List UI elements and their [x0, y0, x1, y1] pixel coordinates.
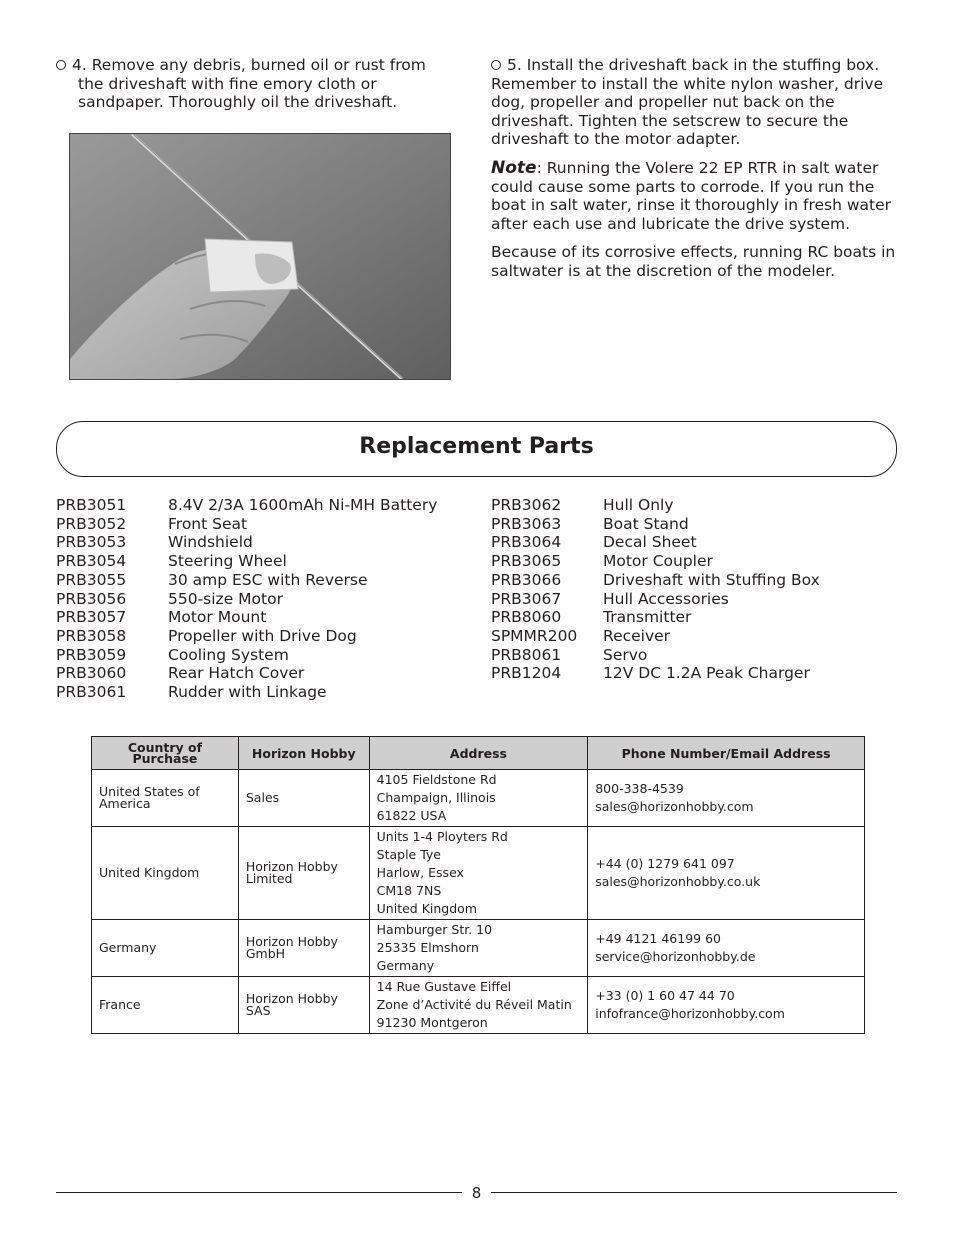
list-item — [491, 552, 820, 571]
phone-number: +44 (0) 1279 641 097 — [595, 856, 735, 871]
contact-cell — [588, 827, 865, 920]
part-code: PRB3051 — [56, 496, 127, 514]
part-code: PRB1204 — [491, 664, 562, 683]
address-cell — [369, 920, 588, 977]
part-code: PRB3062 — [491, 496, 562, 514]
part-code: PRB3055 — [56, 570, 127, 589]
part-description: 8.4V 2/3A 1600mAh Ni-MH Battery — [168, 496, 438, 514]
checkbox-circle-icon — [56, 60, 66, 70]
table-row — [92, 920, 865, 977]
country-cell: Germany — [92, 920, 239, 977]
part-code: PRB3057 — [56, 608, 127, 627]
part-code: SPMMR200 — [491, 626, 578, 645]
part-code: PRB3061 — [56, 683, 127, 702]
list-item — [56, 664, 437, 683]
part-code: PRB3065 — [491, 552, 562, 571]
part-description: Transmitter — [603, 608, 692, 627]
page-number: 8 — [471, 1184, 482, 1202]
part-description: Steering Wheel — [168, 552, 287, 571]
column-header: Country of Purchase — [92, 737, 239, 770]
part-code: PRB3063 — [491, 514, 562, 533]
list-item — [491, 627, 820, 646]
contact-table — [91, 736, 865, 1034]
address-line: 14 Rue Gustave Eiffel — [376, 979, 512, 994]
list-item — [56, 683, 437, 702]
part-description: Rudder with Linkage — [168, 683, 327, 702]
driveshaft-photo — [69, 133, 451, 380]
parts-list-left — [56, 496, 437, 702]
note-text: : Running the Volere 22 EP RTR in salt water could cause some parts to corrode. If you run the boat in salt water, rinse it thoroughly in fresh water after each use and lubricate the drive system. — [491, 159, 891, 233]
part-description: Windshield — [168, 533, 253, 552]
part-description: 12V DC 1.2A Peak Charger — [603, 664, 810, 683]
contact-cell — [588, 977, 865, 1034]
list-item — [491, 664, 820, 683]
step-5 — [491, 56, 901, 149]
list-item — [56, 646, 437, 665]
parts-list-right — [491, 496, 820, 683]
country-cell: France — [92, 977, 239, 1034]
step-4 — [56, 56, 456, 112]
part-code: PRB3053 — [56, 533, 127, 552]
list-item — [56, 552, 437, 571]
address-line: Units 1-4 Ployters Rd — [376, 829, 508, 844]
part-description: Driveshaft with Stuffing Box — [603, 570, 820, 589]
address-cell — [369, 827, 588, 920]
part-description: Boat Stand — [603, 514, 689, 533]
list-item — [56, 571, 437, 590]
address-line: United Kingdom — [376, 901, 477, 916]
email-address: service@horizonhobby.de — [595, 949, 756, 964]
address-line: 4105 Fieldstone Rd — [376, 772, 497, 787]
part-code: PRB3058 — [56, 626, 127, 645]
address-line: Staple Tye — [376, 847, 441, 862]
part-code: PRB3060 — [56, 664, 127, 683]
section-title: Replacement Parts — [359, 434, 594, 459]
list-item — [56, 608, 437, 627]
entity-cell: Horizon Hobby GmbH — [238, 920, 369, 977]
part-code: PRB8060 — [491, 608, 562, 627]
column-header: Phone Number/Email Address — [588, 737, 865, 770]
part-code: PRB3052 — [56, 514, 127, 533]
table-header-row — [92, 737, 865, 770]
email-address: sales@horizonhobby.co.uk — [595, 874, 761, 889]
replacement-parts-banner — [56, 421, 897, 477]
list-item — [56, 533, 437, 552]
address-line: Germany — [376, 958, 435, 973]
part-description: Receiver — [603, 626, 671, 645]
part-description: Hull Only — [603, 496, 674, 514]
step-4-text: 4. Remove any debris, burned oil or rust from the driveshaft with fine emory cloth or sandpaper. Thoroughly oil the driveshaft. — [72, 56, 426, 112]
part-code: PRB3067 — [491, 589, 562, 608]
table-row — [92, 827, 865, 920]
email-address: sales@horizonhobby.com — [595, 799, 754, 814]
part-code: PRB3056 — [56, 589, 127, 608]
part-description: Servo — [603, 645, 648, 664]
list-item — [56, 496, 437, 515]
entity-cell: Sales — [238, 770, 369, 827]
entity-cell: Horizon Hobby Limited — [238, 827, 369, 920]
list-item — [491, 496, 820, 515]
list-item — [491, 590, 820, 609]
part-description: 550-size Motor — [168, 589, 283, 608]
contact-cell — [588, 920, 865, 977]
note-label: Note — [491, 158, 537, 178]
list-item — [491, 515, 820, 534]
list-item — [56, 590, 437, 609]
country-cell: United Kingdom — [92, 827, 239, 920]
country-cell: United States of America — [92, 770, 239, 827]
address-line: Champaign, Illinois — [376, 790, 496, 805]
table-row — [92, 977, 865, 1034]
part-code: PRB3054 — [56, 552, 127, 571]
table-row — [92, 770, 865, 827]
part-code: PRB8061 — [491, 645, 562, 664]
address-line: CM18 7NS — [376, 883, 442, 898]
step-5-text: 5. Install the driveshaft back in the stuffing box. Remember to install the white nylon washer, drive dog, propeller and propeller nut back on the driveshaft. Tighten the setscrew to secure the driveshaft to the motor adapter. — [491, 56, 884, 149]
part-description: Front Seat — [168, 514, 248, 533]
note-paragraph — [491, 159, 901, 233]
list-item — [491, 608, 820, 627]
address-line: 61822 USA — [376, 808, 447, 823]
list-item — [56, 627, 437, 646]
part-description: Hull Accessories — [603, 589, 729, 608]
checkbox-circle-icon — [491, 60, 501, 70]
address-line: 25335 Elmshorn — [376, 940, 479, 955]
address-cell — [369, 770, 588, 827]
part-description: Decal Sheet — [603, 533, 697, 552]
part-code: PRB3059 — [56, 645, 127, 664]
phone-number: 800-338-4539 — [595, 781, 684, 796]
part-description: Cooling System — [168, 645, 289, 664]
column-header: Address — [369, 737, 588, 770]
phone-number: +33 (0) 1 60 47 44 70 — [595, 988, 735, 1003]
address-line: Harlow, Essex — [376, 865, 464, 880]
part-code: PRB3064 — [491, 533, 562, 552]
footer-divider — [491, 1192, 897, 1193]
column-header: Horizon Hobby — [238, 737, 369, 770]
corrosion-paragraph: Because of its corrosive effects, running RC boats in saltwater is at the discretion of the modeler. — [491, 243, 896, 280]
address-cell — [369, 977, 588, 1034]
part-description: Propeller with Drive Dog — [168, 626, 357, 645]
address-line: 91230 Montgeron — [376, 1015, 488, 1030]
part-description: Rear Hatch Cover — [168, 664, 305, 683]
email-address: infofrance@horizonhobby.com — [595, 1006, 785, 1021]
list-item — [491, 533, 820, 552]
part-description: Motor Mount — [168, 608, 267, 627]
footer-divider — [56, 1192, 462, 1193]
address-line: Zone d’Activité du Réveil Matin — [376, 997, 572, 1012]
part-description: Motor Coupler — [603, 552, 713, 571]
entity-cell: Horizon Hobby SAS — [238, 977, 369, 1034]
part-description: 30 amp ESC with Reverse — [168, 570, 368, 589]
list-item — [491, 646, 820, 665]
contact-cell — [588, 770, 865, 827]
hand-sanding-driveshaft-illustration — [70, 134, 450, 379]
address-line: Hamburger Str. 10 — [376, 922, 493, 937]
list-item — [56, 515, 437, 534]
list-item — [491, 571, 820, 590]
phone-number: +49 4121 46199 60 — [595, 931, 721, 946]
part-code: PRB3066 — [491, 570, 562, 589]
